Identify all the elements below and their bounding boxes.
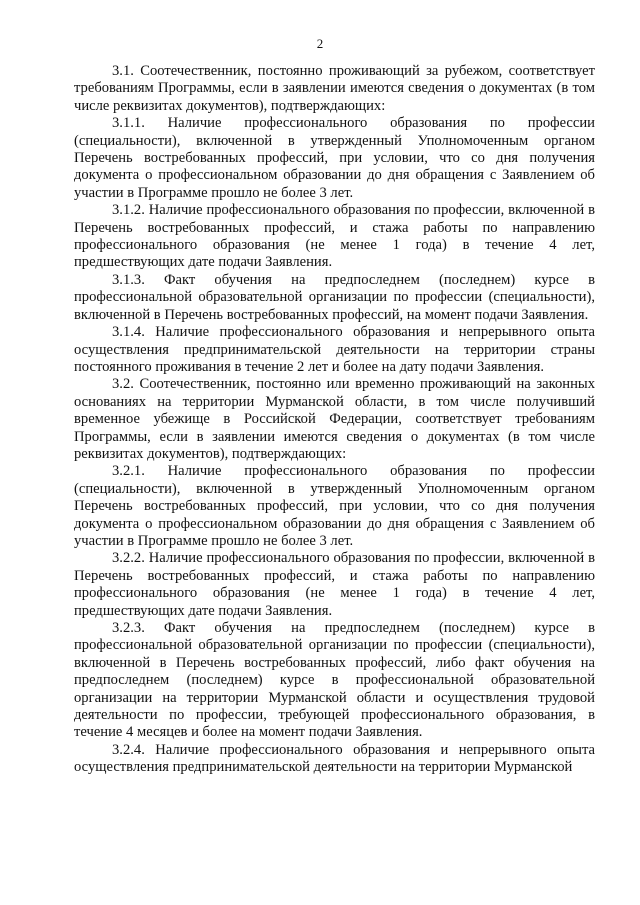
paragraph-3-1: 3.1. Соотечественник, постоянно проживающий за рубежом, соответствует требованиям Программы, если в заявлении имеются сведения о документах (в том числе реквизитах документов), подтверждающих: [74, 63, 595, 114]
paragraph-3-1-1: 3.1.1. Наличие профессионального образования по профессии (специальности), включенной в утвержденный Уполномоченным органом Перечень востребованных профессий, при условии, что со дня получения документа о профессиональном образовании до дня обращения с Заявлением об участии в Программе прошло не более 3 лет. [74, 115, 595, 201]
paragraph-3-1-3: 3.1.3. Факт обучения на предпоследнем (последнем) курсе в профессиональной образовательной организации по профессии (специальности), включенной в Перечень востребованных профессий, на момент подачи Заявления. [74, 271, 595, 323]
paragraph-3-2-2: 3.2.2. Наличие профессионального образования по профессии, включенной в Перечень востребованных профессий, и стажа работы по направлению профессионального образования (не менее 1 года) в течение 4 лет, предшествующих дате подачи Заявления. [74, 550, 595, 619]
paragraph-3-1-2: 3.1.2. Наличие профессионального образования по профессии, включенной в Перечень востребованных профессий, и стажа работы по направлению профессионального образования (не менее 1 года) в течение 4 лет, предшествующих дате подачи Заявления. [74, 202, 595, 271]
paragraph-3-1-4: 3.1.4. Наличие профессионального образования и непрерывного опыта осуществления предпринимательской деятельности на территории страны постоянного проживания в течение 2 лет и более на дату подачи Заявления. [74, 324, 595, 375]
paragraph-3-2-1: 3.2.1. Наличие профессионального образования по профессии (специальности), включенной в утвержденный Уполномоченным органом Перечень востребованных профессий, при условии, что со дня получения документа о профессиональном образовании до дня обращения с Заявлением об участии в Программе прошло не более 3 лет. [74, 463, 595, 549]
paragraph-3-2-4: 3.2.4. Наличие профессионального образования и непрерывного опыта осуществления предпринимательской деятельности на территории Мурманской [74, 741, 595, 776]
paragraph-3-2: 3.2. Соотечественник, постоянно или временно проживающий на законных основаниях на территории Мурманской области, в том числе получивший временное убежище в Российской Федерации, соответствует требованиям Программы, если в заявлении имеются сведения о документах (в том числе реквизитах документов), подтверждающих: [74, 376, 595, 462]
document-body [74, 63, 595, 777]
page-number: 2 [316, 36, 324, 51]
paragraph-3-2-3: 3.2.3. Факт обучения на предпоследнем (последнем) курсе в профессиональной образовательной организации по профессии (специальности), включенной в Перечень востребованных профессий, либо факт обучения на предпоследнем (последнем) курсе в профессиональной образовательной организации на территории Мурманской области и осуществления трудовой деятельности по профессии, требующей профессионального образования, в течение 4 месяцев и более на момент подачи Заявления. [74, 620, 595, 741]
